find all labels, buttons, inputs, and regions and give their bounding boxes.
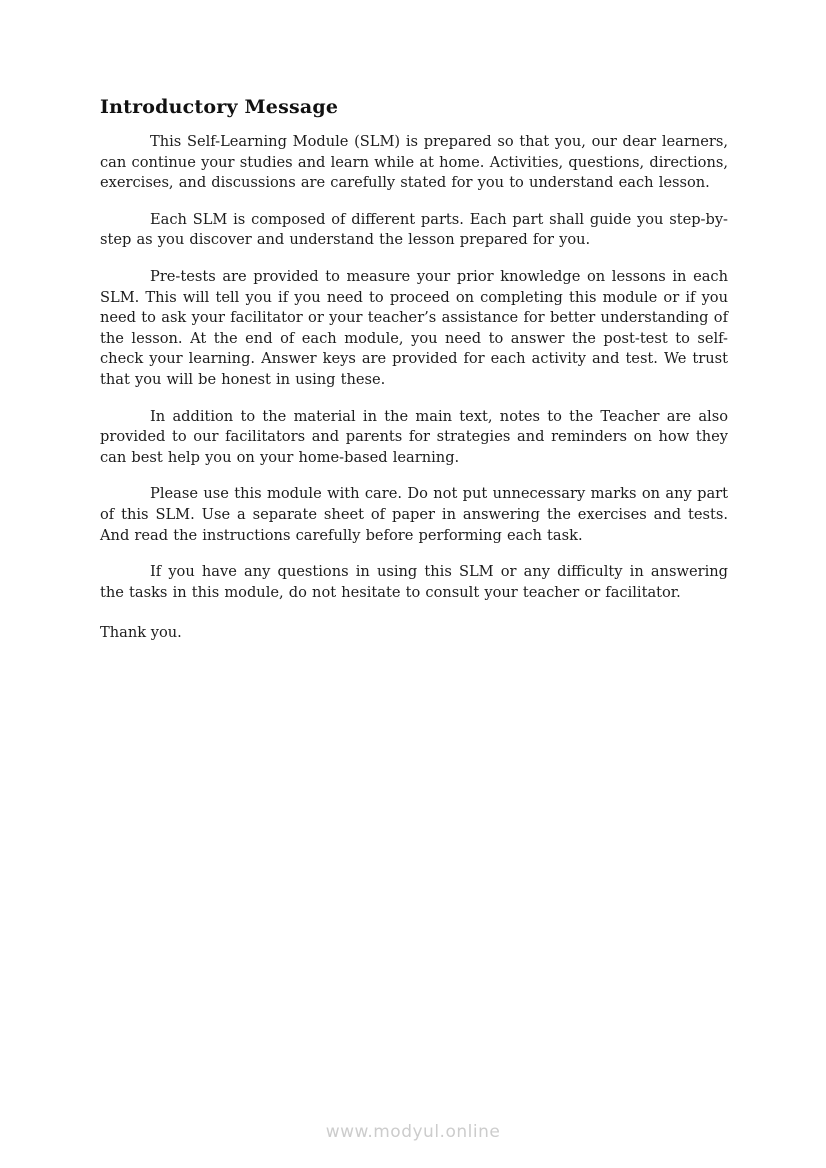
body-paragraph: Pre-tests are provided to measure your prior knowledge on lessons in each SLM. This will tell you if you need to proceed on completing this module or if you need to ask your facilitator or your teacher’s assistance for better understanding of the lesson. At the end of each module, you need to answer the post-test to self-check your learning. Answer keys are provided for each activity and test. We trust that you will be honest in using these. [100,267,728,388]
body-paragraph: If you have any questions in using this SLM or any difficulty in answering the tasks in this module, do not hesitate to consult your teacher or facilitator. [100,563,728,601]
body-paragraph: Please use this module with care. Do not put unnecessary marks on any part of this SLM. Use a separate sheet of paper in answering the exercises and tests. And read the instructions carefully before performing each task. [100,485,728,544]
body-paragraph: In addition to the material in the main text, notes to the Teacher are also provided to our facilitators and parents for strategies and reminders on how they can best help you on your home-based learning. [100,407,728,466]
body-paragraph: This Self-Learning Module (SLM) is prepared so that you, our dear learners, can continue your studies and learn while at home. Activities, questions, directions, exercises, and discussions are carefully stated for you to understand each lesson. [100,133,728,192]
body-paragraphs [100,132,728,603]
body-paragraph: Each SLM is composed of different parts. Each part shall guide you step-by-step as you discover and understand the lesson prepared for you. [100,210,728,249]
document-page [100,96,728,644]
watermark-text: www.modyul.online [325,1122,501,1142]
page-title: Introductory Message [100,96,339,118]
closing-line: Thank you. [100,624,182,642]
